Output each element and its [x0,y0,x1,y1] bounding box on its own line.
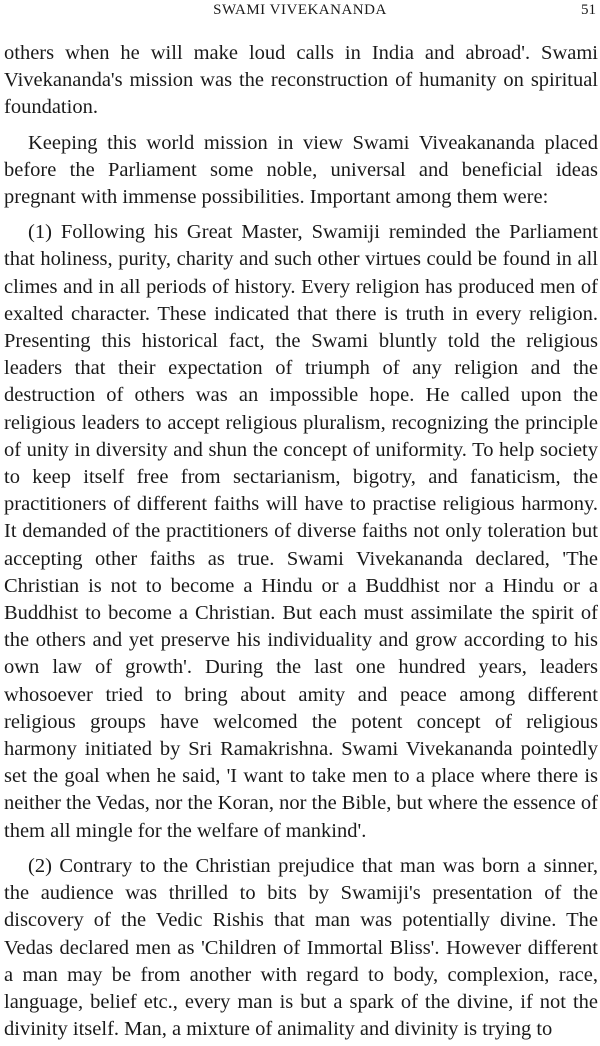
paragraph-point-1: (1) Following his Great Master, Swamiji reminded the Parliament that holiness, purity, charity and such other virtues could be found in all climes and in all periods of history. Every religion has produced men of exalted character. These indicated that there is truth in every religion. Presenting this historical fact, the Swami bluntly told the religious leaders that their expectation of triumph of any religion and the destruction of others was an impossible hope. He called upon the religious leaders to accept religious pluralism, recognizing the principle of unity in diversity and shun the concept of uniformity. To help society to keep itself free from sectarianism, bigotry, and fanaticism, the practitioners of different faiths will have to practise religious harmony. It demanded of the practitioners of diverse faiths not only toleration but accepting other faiths as true. Swami Vivekananda declared, 'The Christian is not to become a Hindu or a Buddhist nor a Hindu or a Buddhist to become a Christian. But each must assimilate the spirit of the others and yet preserve his individuality and grow according to his own law of growth'. During the last one hundred years, leaders whosoever tried to bring about amity and peace among different religious groups have welcomed the potent concept of religious harmony initiated by Sri Ramakrishna. Swami Vivekananda pointedly set the goal when he said, 'I want to take men to a place where there is neither the Vedas, nor the Koran, nor the Bible, but where the essence of them all mingle for the welfare of mankind'. [4,221,598,842]
page-number: 51 [581,2,596,18]
paragraph-point-2: (2) Contrary to the Christian prejudice that man was born a sinner, the audience was thrilled to bits by Swamiji's presentation of the discovery of the Vedic Rishis that man was potentially divine. The Vedas declared men as 'Children of Immortal Bliss'. However different a man may be from another with regard to body, complexion, race, language, belief etc., every man is but a spark of the divine, if not the divinity itself. Man, a mixture of animality and divinity is trying to [4,854,598,1041]
paragraph-mission: Keeping this world mission in view Swami Viveakananda placed before the Parliament some noble, universal and beneficial ideas pregnant with immense possibilities. Important among them were: [4,131,598,209]
running-head [0,0,600,24]
paragraph-continuation: others when he will make loud calls in India and abroad'. Swami Vivekananda's mission was the reconstruction of humanity on spiritual foundation. [4,42,598,119]
running-title: SWAMI VIVEKANANDA [213,2,387,18]
body-text [4,40,598,1043]
